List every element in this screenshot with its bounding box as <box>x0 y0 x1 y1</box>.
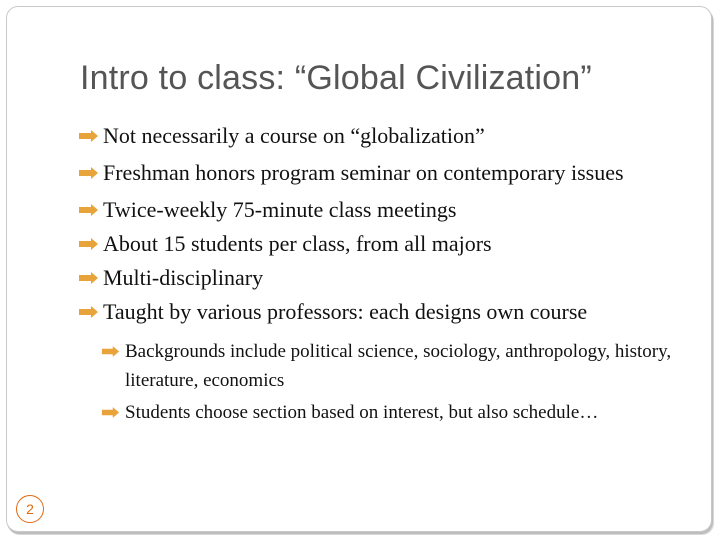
arrow-bullet-icon <box>78 204 99 216</box>
bullet-item <box>78 195 698 224</box>
page-number: 2 <box>26 501 34 517</box>
arrow-bullet-icon <box>78 272 99 284</box>
bullet-item <box>78 229 698 258</box>
bullet-text: Multi-disciplinary <box>103 265 264 290</box>
arrow-bullet-icon <box>78 238 99 250</box>
sub-bullet-text: Students choose section based on interest, but also schedule… <box>125 402 599 423</box>
bullet-text: Taught by various professors: each designs own course <box>103 299 588 324</box>
bullet-text: About 15 students per class, from all majors <box>103 231 492 256</box>
slide-title: Intro to class: “Global Civilization” <box>80 59 592 97</box>
sub-bullet-text: Backgrounds include political science, sociology, anthropology, history, literature, economics <box>125 341 672 391</box>
bullet-text: Not necessarily a course on “globalization” <box>103 123 485 148</box>
bullet-item <box>78 158 698 187</box>
sub-bullet-item <box>101 337 698 395</box>
arrow-bullet-icon <box>101 407 120 418</box>
bullet-item <box>78 297 698 427</box>
bullet-text: Freshman honors program seminar on contemporary issues <box>103 160 624 185</box>
bullet-item <box>78 121 698 150</box>
arrow-bullet-icon <box>101 346 120 357</box>
bullet-list <box>78 121 698 435</box>
arrow-bullet-icon <box>78 306 99 318</box>
page-number-badge <box>16 495 44 523</box>
sub-bullet-item <box>101 398 698 427</box>
arrow-bullet-icon <box>78 167 99 179</box>
bullet-item <box>78 263 698 292</box>
bullet-text: Twice-weekly 75-minute class meetings <box>103 197 457 222</box>
arrow-bullet-icon <box>78 130 99 142</box>
sub-bullet-list <box>101 337 698 427</box>
